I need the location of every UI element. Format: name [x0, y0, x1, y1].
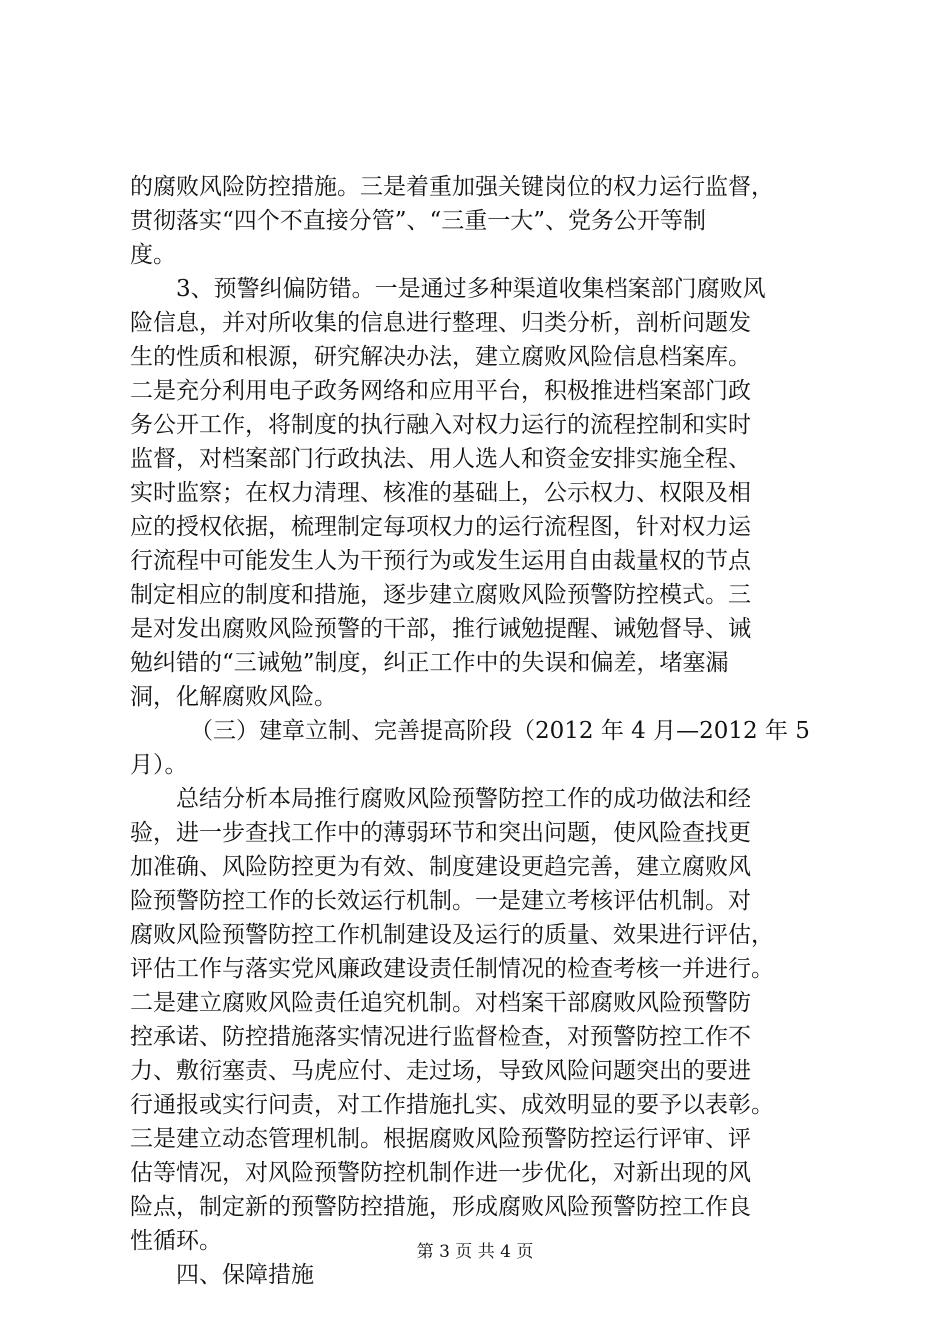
section-heading: （三）建章立制、完善提高阶段（2012 年 4 月—2012 年 5 — [190, 718, 810, 744]
text-line: 加准确、风险防控更为有效、制度建设更趋完善，建立腐败风 — [130, 854, 751, 880]
page-number: 第 3 页 共 4 页 — [416, 1242, 534, 1262]
text-line: 险信息，并对所收集的信息进行整理、归类分析，剖析问题发 — [130, 310, 751, 336]
text-line: 行通报或实行问责，对工作措施扎实、成效明显的要予以表彰。 — [130, 1092, 774, 1118]
text-line: 监督，对档案部门行政执法、用人选人和资金安排实施全程、 — [130, 446, 751, 472]
text-line: 估等情况，对风险预警防控机制作进一步优化，对新出现的风 — [130, 1160, 751, 1186]
text-line: 月）。 — [130, 752, 188, 778]
text-line: 性循环。 — [130, 1228, 222, 1254]
text-line: 应的授权依据，梳理制定每项权力的运行流程图，针对权力运 — [130, 514, 751, 540]
text-line: 力、敷衍塞责、马虎应付、走过场，导致风险问题突出的要进 — [130, 1058, 751, 1084]
text-line: 3、预警纠偏防错。一是通过多种渠道收集档案部门腐败风 — [176, 276, 766, 302]
text-line: 是对发出腐败风险预警的干部，推行诫勉提醒、诫勉督导、诫 — [130, 616, 751, 642]
body-text — [130, 170, 830, 1292]
text-line: 勉纠错的“三诫勉”制度，纠正工作中的失误和偏差，堵塞漏 — [130, 650, 729, 676]
text-line: 生的性质和根源，研究解决办法，建立腐败风险信息档案库。 — [130, 344, 751, 370]
text-line: 洞，化解腐败风险。 — [130, 684, 337, 710]
section-heading: 四、保障措施 — [176, 1262, 314, 1288]
text-line: 二是充分利用电子政务网络和应用平台，积极推进档案部门政 — [130, 378, 751, 404]
text-line: 务公开工作，将制度的执行融入对权力运行的流程控制和实时 — [130, 412, 751, 438]
text-line: 二是建立腐败风险责任追究机制。对档案干部腐败风险预警防 — [130, 990, 751, 1016]
page-footer — [0, 1241, 950, 1263]
text-line: 评估工作与落实党风廉政建设责任制情况的检查考核一并进行。 — [130, 956, 774, 982]
text-line: 总结分析本局推行腐败风险预警防控工作的成功做法和经 — [176, 786, 751, 812]
text-line: 险点，制定新的预警防控措施，形成腐败风险预警防控工作良 — [130, 1194, 751, 1220]
text-line: 验，进一步查找工作中的薄弱环节和突出问题，使风险查找更 — [130, 820, 751, 846]
text-line: 制定相应的制度和措施，逐步建立腐败风险预警防控模式。三 — [130, 582, 751, 608]
text-line: 度。 — [130, 242, 176, 268]
text-line: 的腐败风险防控措施。三是着重加强关键岗位的权力运行监督， — [130, 174, 774, 200]
text-line: 控承诺、防控措施落实情况进行监督检查，对预警防控工作不 — [130, 1024, 751, 1050]
text-line: 腐败风险预警防控工作机制建设及运行的质量、效果进行评估， — [130, 922, 774, 948]
text-line: 三是建立动态管理机制。根据腐败风险预警防控运行评审、评 — [130, 1126, 751, 1152]
text-line: 险预警防控工作的长效运行机制。一是建立考核评估机制。对 — [130, 888, 751, 914]
text-line: 实时监察；在权力清理、核准的基础上，公示权力、权限及相 — [130, 480, 751, 506]
text-line: 行流程中可能发生人为干预行为或发生运用自由裁量权的节点 — [130, 548, 751, 574]
text-line: 贯彻落实“四个不直接分管”、“三重一大”、党务公开等制 — [130, 208, 707, 234]
